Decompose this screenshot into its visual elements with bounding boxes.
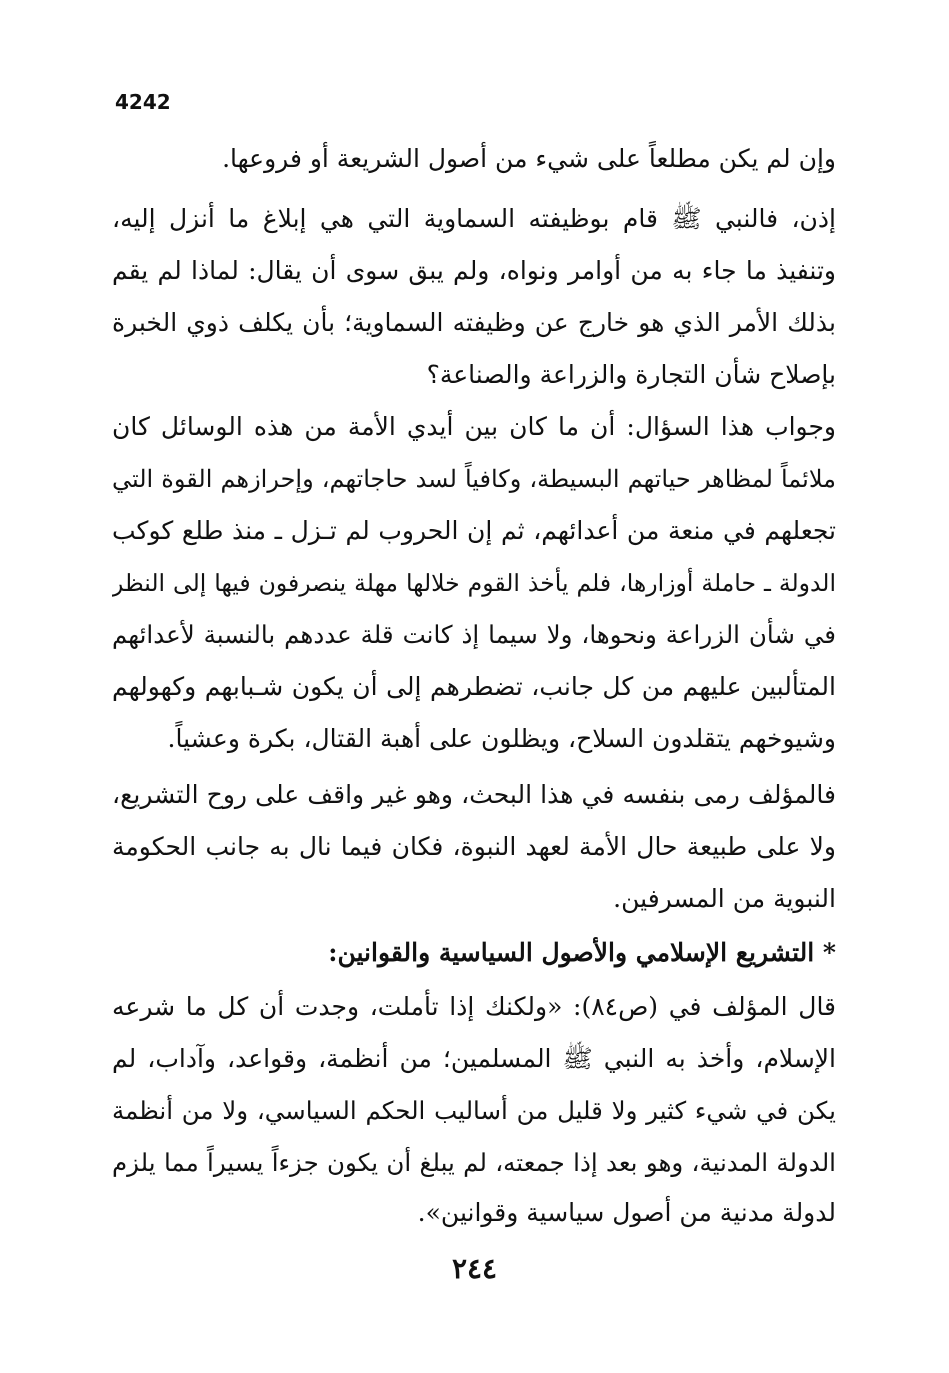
- text-line: الدولة المدنية، وهو بعد إذا جمعته، لم يبلغ أن يكون جزءاً يسيراً مما يلزم: [112, 1148, 836, 1177]
- text-line: المتألبين عليهم من كل جانب، تضطرهم إلى أن يكون شـبابهم وكهولهم: [112, 672, 836, 701]
- text-line: وشيوخهم يتقلدون السلاح، ويظلون على أهبة القتال، بكرة وعشياً.: [167, 724, 836, 753]
- text-line: قال المؤلف في (ص٨٤): «ولكنك إذا تأملت، وجدت أن كل ما شرعه: [112, 992, 836, 1021]
- text-line: النبوية من المسرفين.: [613, 884, 836, 913]
- text-line: بإصلاح شأن التجارة والزراعة والصناعة؟: [426, 360, 836, 389]
- text-line: الدولة ـ حاملة أوزارها، فلم يأخذ القوم خلالها مهلة ينصرفون فيها إلى النظر: [112, 569, 836, 597]
- text-line: بذلك الأمر الذي هو خارج عن وظيفته السماوية؛ بأن يكلف ذوي الخبرة: [112, 308, 836, 337]
- section-heading: * التشريع الإسلامي والأصول السياسية والقوانين:: [328, 938, 836, 967]
- text-line: فالمؤلف رمى بنفسه في هذا البحث، وهو غير واقف على روح التشريع،: [112, 780, 836, 809]
- page-number: ٢٤٤: [451, 1252, 498, 1285]
- text-line: ملائماً لمظاهر حياتهم البسيطة، وكافياً لسد حاجاتهم، وإحرازهم القوة التي: [112, 465, 836, 493]
- text-line: الإسلام، وأخذ به النبي ﷺ المسلمين؛ من أنظمة، وقواعد، وآداب، لم: [112, 1044, 836, 1073]
- text-line: إذن، فالنبي ﷺ قام بوظيفته السماوية التي هي إبلاغ ما أنزل إليه،: [112, 204, 836, 233]
- body-text: [112, 0, 836, 1373]
- text-line: تجعلهم في منعة من أعدائهم، ثم إن الحروب لم تـزل ـ منذ طلع كوكب: [112, 516, 836, 545]
- text-line: وتنفيذ ما جاء به من أوامر ونواه، ولم يبق سوى أن يقال: لماذا لم يقم: [112, 256, 836, 285]
- text-line: ولا على طبيعة حال الأمة لعهد النبوة، فكان فيما نال به جانب الحكومة: [112, 832, 836, 861]
- text-line: يكن في شيء كثير ولا قليل من أساليب الحكم السياسي، ولا من أنظمة: [112, 1096, 836, 1125]
- text-line: وجواب هذا السؤال: أن ما كان بين أيدي الأمة من هذه الوسائل كان: [112, 412, 836, 441]
- text-line: لدولة مدنية من أصول سياسية وقوانين».: [417, 1198, 836, 1227]
- text-line: في شأن الزراعة ونحوها، ولا سيما إذ كانت قلة عددهم بالنسبة لأعدائهم: [112, 620, 836, 649]
- page-id: 4242: [115, 90, 171, 114]
- text-line: وإن لم يكن مطلعاً على شيء من أصول الشريعة أو فروعها.: [222, 144, 836, 173]
